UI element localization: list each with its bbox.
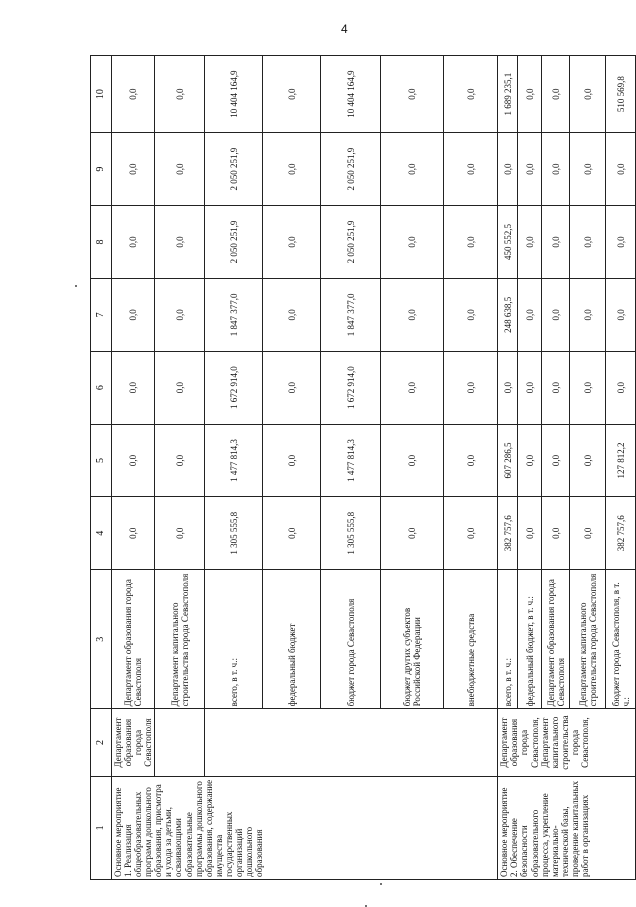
value-cell: 0,0: [155, 133, 205, 206]
value-cell: 0,0: [518, 133, 542, 206]
value-cell: 0,0: [263, 497, 321, 570]
value-cell: 0,0: [112, 56, 155, 133]
table-row: [112, 56, 155, 880]
source-label: Департамент капитального строительства города Севастополя: [155, 570, 205, 709]
source-label: всего, в т. ч.:: [498, 570, 518, 709]
value-cell: 0,0: [381, 497, 444, 570]
measure-2-name: Основное мероприятие 2. Обеспечение безопасности образовательного процесса, укрепление материально-технической базы, проведение капитальных работ в организациях: [498, 776, 636, 879]
value-cell: 0,0: [542, 497, 570, 570]
value-cell: 0,0: [263, 133, 321, 206]
column-number-header: 3: [91, 570, 112, 709]
column-number-header: 4: [91, 497, 112, 570]
value-cell: 0,0: [155, 56, 205, 133]
measure-1-name: Основное мероприятие 1. Реализация общеобразовательных программ дошкольного образования, присмотра и ухода за детьми, осваивающими образовательные программы дошкольного образования, содержание имущества государственных организаций дошкольного образования: [112, 776, 498, 879]
value-cell: 2 050 251,9: [205, 133, 263, 206]
column-number-header: 7: [91, 278, 112, 351]
column-number-header: 2: [91, 709, 112, 776]
source-label: бюджет города Севастополя, в т. ч.:: [606, 570, 636, 709]
column-number-header: 8: [91, 206, 112, 279]
value-cell: 0,0: [518, 424, 542, 497]
table-body: [91, 56, 636, 880]
value-cell: 1 305 555,8: [205, 497, 263, 570]
value-cell: 0,0: [381, 133, 444, 206]
value-cell: 0,0: [155, 424, 205, 497]
value-cell: 0,0: [155, 206, 205, 279]
value-cell: 0,0: [381, 351, 444, 424]
source-label: Департамент образования города Севастополя: [542, 570, 570, 709]
value-cell: 248 638,5: [498, 278, 518, 351]
column-number-header: 5: [91, 424, 112, 497]
value-cell: 0,0: [112, 497, 155, 570]
rotated-table-container: [90, 55, 631, 880]
column-number-header: 10: [91, 56, 112, 133]
value-cell: 0,0: [444, 133, 498, 206]
value-cell: 0,0: [542, 278, 570, 351]
value-cell: 0,0: [518, 351, 542, 424]
value-cell: 0,0: [606, 133, 636, 206]
value-cell: 0,0: [381, 56, 444, 133]
table-row: [205, 56, 263, 880]
value-cell: 1 847 377,0: [321, 278, 381, 351]
budget-table: [90, 55, 636, 880]
value-cell: 0,0: [263, 424, 321, 497]
value-cell: 0,0: [263, 56, 321, 133]
scan-speck: [380, 883, 382, 885]
value-cell: 0,0: [263, 278, 321, 351]
value-cell: 1 689 235,1: [498, 56, 518, 133]
value-cell: 382 757,6: [498, 497, 518, 570]
source-label: всего, в т. ч.:: [205, 570, 263, 709]
value-cell: 10 404 164,9: [205, 56, 263, 133]
value-cell: 382 757,6: [606, 497, 636, 570]
executor-empty-cell: [205, 709, 498, 776]
value-cell: 510 569,8: [606, 56, 636, 133]
measure-2-executor: Департамент образования города Севастополя, Департамент капитального строительства города Севастополя,: [498, 709, 636, 776]
value-cell: 0,0: [112, 351, 155, 424]
value-cell: 0,0: [155, 278, 205, 351]
column-number-header: 1: [91, 776, 112, 879]
value-cell: 0,0: [570, 206, 606, 279]
value-cell: 450 552,5: [498, 206, 518, 279]
value-cell: 0,0: [542, 424, 570, 497]
source-label: федеральный бюджет: [263, 570, 321, 709]
value-cell: 0,0: [381, 206, 444, 279]
value-cell: 1 477 814,3: [321, 424, 381, 497]
source-label: бюджет города Севастополя: [321, 570, 381, 709]
value-cell: 1 477 814,3: [205, 424, 263, 497]
executor-empty-cell: [155, 709, 205, 776]
value-cell: 1 672 914,0: [321, 351, 381, 424]
column-number-header: 6: [91, 351, 112, 424]
value-cell: 0,0: [570, 56, 606, 133]
value-cell: 1 305 555,8: [321, 497, 381, 570]
value-cell: 0,0: [444, 56, 498, 133]
value-cell: 607 286,5: [498, 424, 518, 497]
source-label: Департамент образования города Севастополя: [112, 570, 155, 709]
page-number: 4: [341, 22, 348, 36]
value-cell: 0,0: [381, 278, 444, 351]
value-cell: 0,0: [542, 133, 570, 206]
value-cell: 0,0: [444, 424, 498, 497]
value-cell: 2 050 251,9: [321, 133, 381, 206]
value-cell: 0,0: [381, 424, 444, 497]
table-row: [155, 56, 205, 880]
scan-speck: [75, 285, 77, 287]
source-label: Департамент капитального строительства города Севастополя: [570, 570, 606, 709]
value-cell: 0,0: [570, 133, 606, 206]
value-cell: 1 847 377,0: [205, 278, 263, 351]
value-cell: 2 050 251,9: [321, 206, 381, 279]
value-cell: 0,0: [570, 424, 606, 497]
value-cell: 0,0: [112, 206, 155, 279]
value-cell: 0,0: [518, 56, 542, 133]
header-row: [91, 56, 112, 880]
column-number-header: 9: [91, 133, 112, 206]
value-cell: 0,0: [542, 351, 570, 424]
value-cell: 0,0: [570, 278, 606, 351]
value-cell: 0,0: [263, 206, 321, 279]
value-cell: 0,0: [444, 351, 498, 424]
value-cell: 0,0: [606, 351, 636, 424]
value-cell: 1 672 914,0: [205, 351, 263, 424]
value-cell: 0,0: [444, 497, 498, 570]
value-cell: 0,0: [112, 133, 155, 206]
value-cell: 0,0: [444, 206, 498, 279]
value-cell: 2 050 251,9: [205, 206, 263, 279]
value-cell: 0,0: [518, 278, 542, 351]
source-label: бюджет других субъектов Российской Федерации: [381, 570, 444, 709]
value-cell: 0,0: [542, 206, 570, 279]
value-cell: 0,0: [542, 56, 570, 133]
value-cell: 0,0: [518, 206, 542, 279]
value-cell: 0,0: [570, 497, 606, 570]
source-label: внебюджетные средства: [444, 570, 498, 709]
value-cell: 0,0: [606, 278, 636, 351]
value-cell: 0,0: [112, 424, 155, 497]
value-cell: 0,0: [444, 278, 498, 351]
value-cell: 0,0: [570, 351, 606, 424]
value-cell: 0,0: [112, 278, 155, 351]
value-cell: 0,0: [155, 497, 205, 570]
value-cell: 0,0: [155, 351, 205, 424]
value-cell: 0,0: [518, 497, 542, 570]
value-cell: 10 404 164,9: [321, 56, 381, 133]
value-cell: 0,0: [263, 351, 321, 424]
measure-1-executor: Департамент образования города Севастополя: [112, 709, 155, 776]
value-cell: 0,0: [498, 351, 518, 424]
source-label: федеральный бюджет, в т. ч.:: [518, 570, 542, 709]
table-row: [498, 56, 518, 880]
value-cell: 127 812,2: [606, 424, 636, 497]
value-cell: 0,0: [498, 133, 518, 206]
value-cell: 0,0: [606, 206, 636, 279]
